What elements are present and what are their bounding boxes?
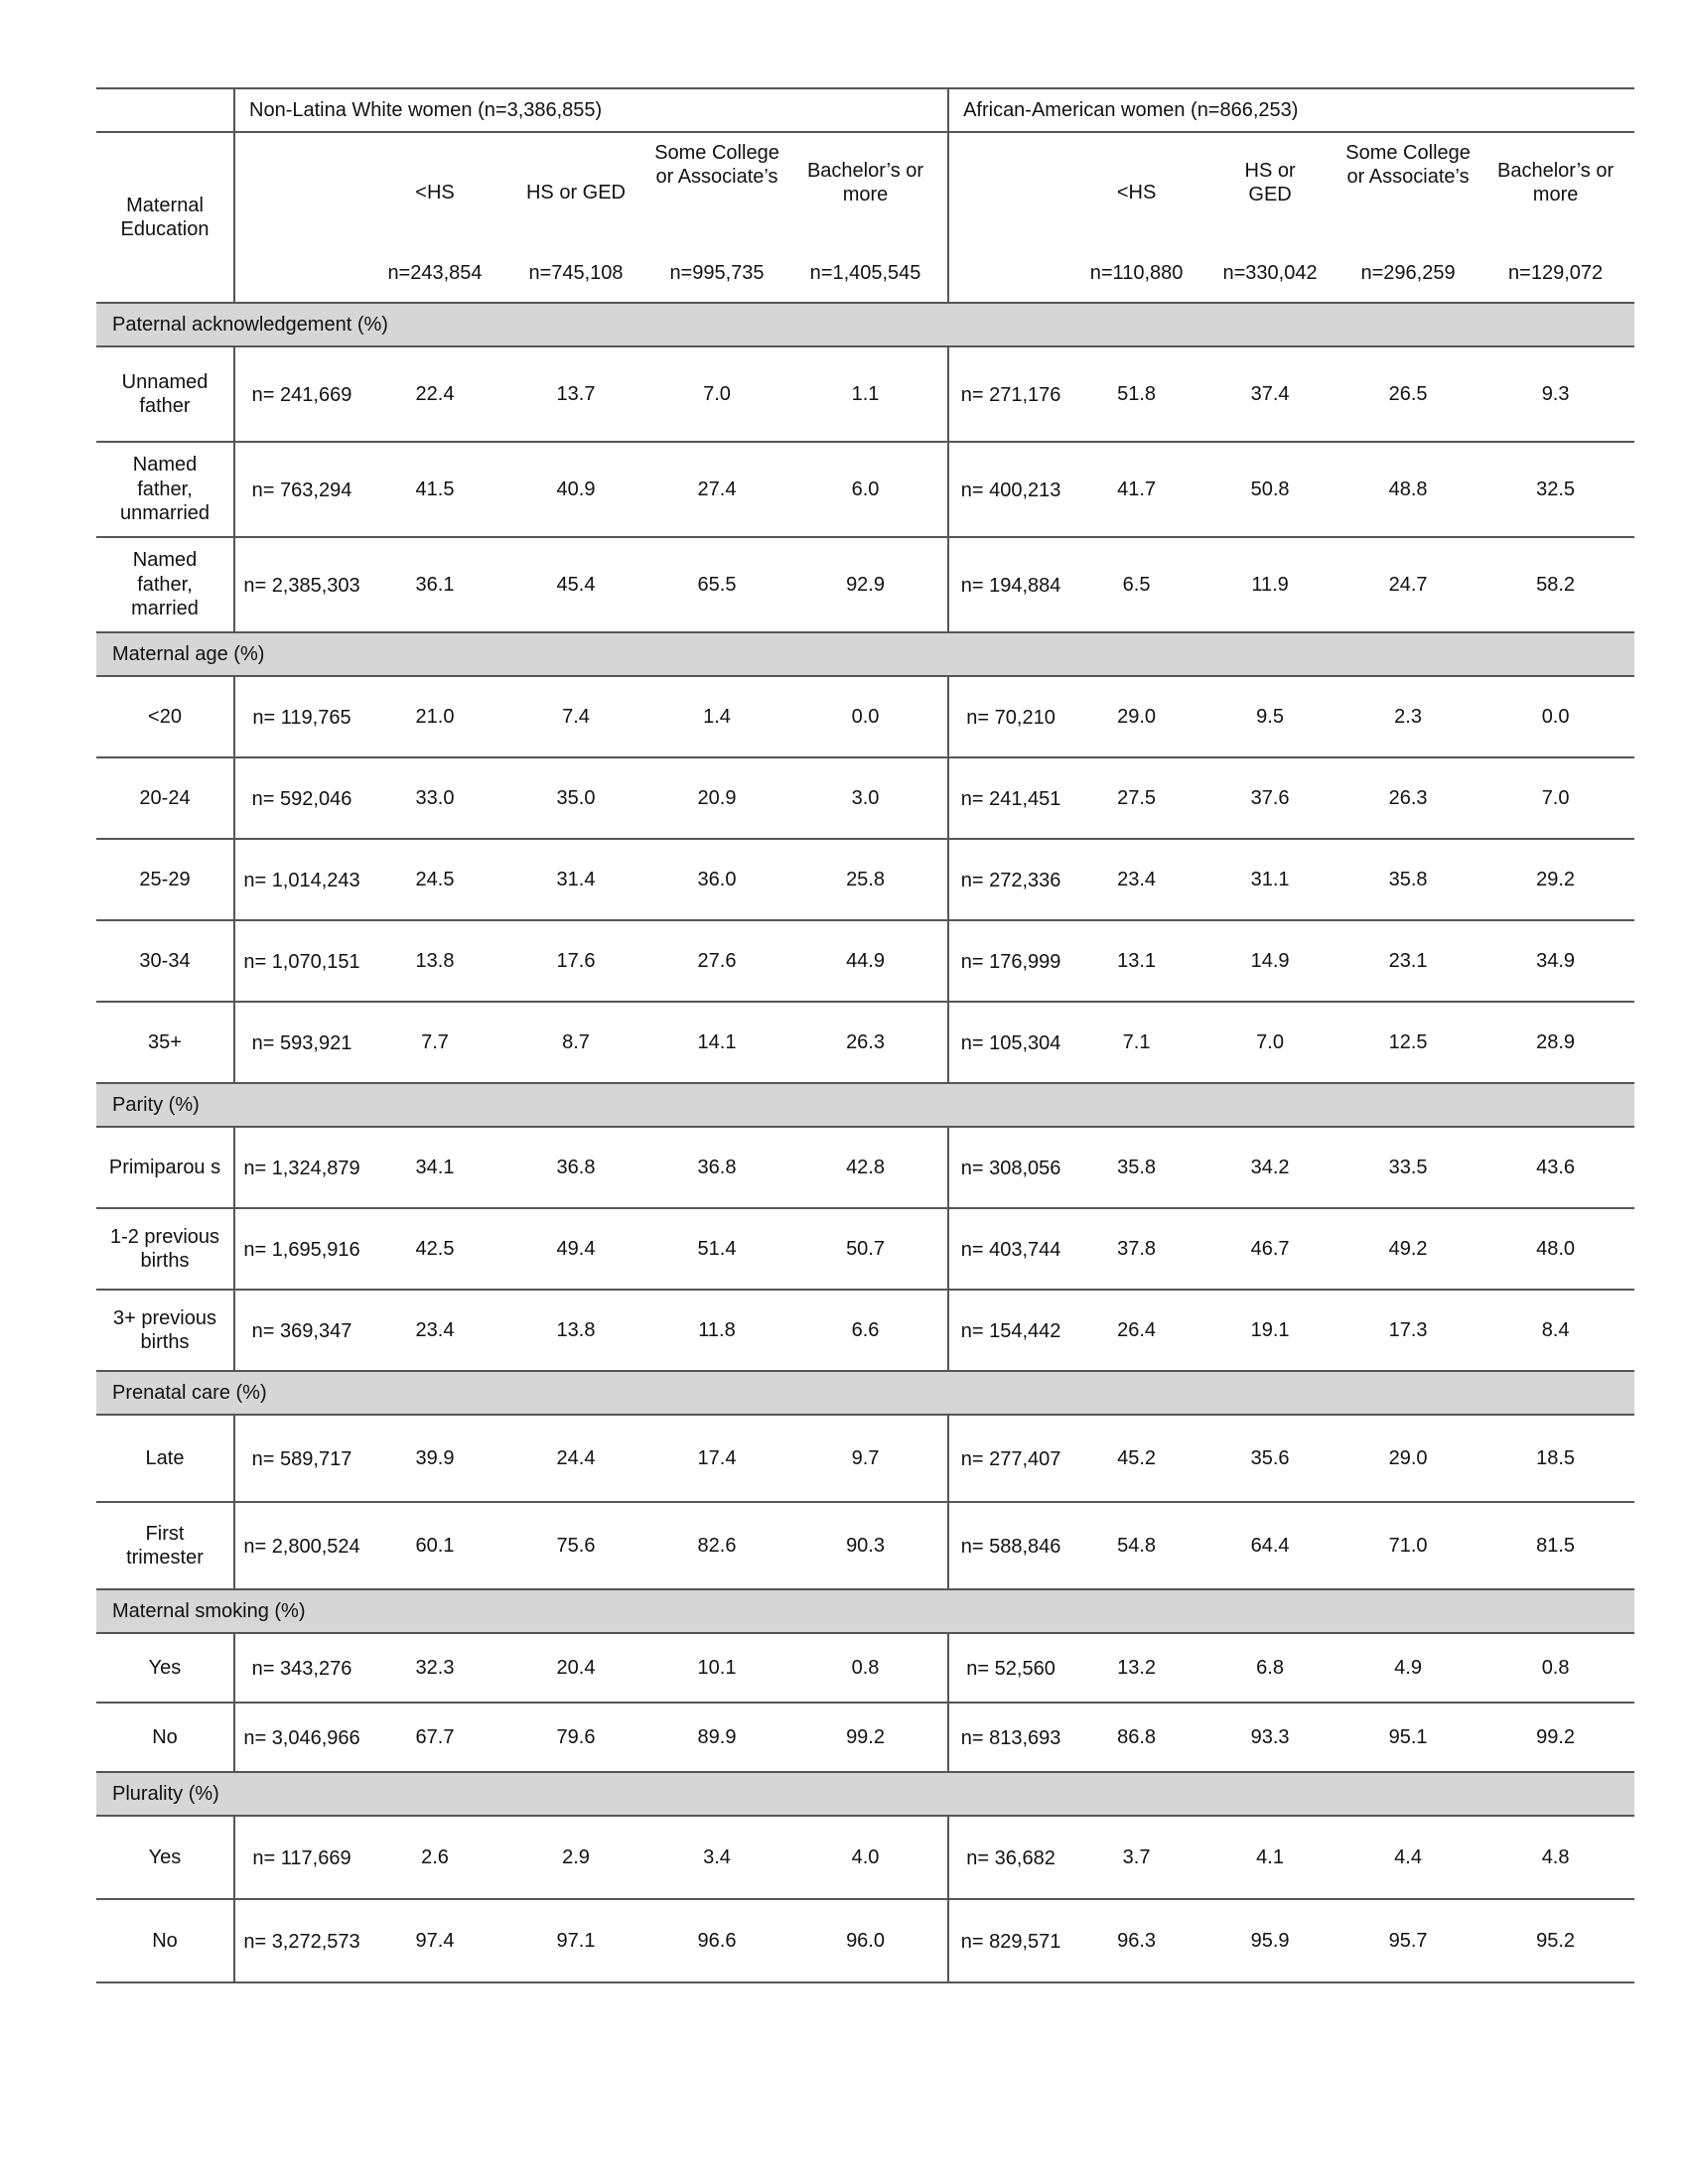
column-n-row xyxy=(96,248,1634,303)
nlw-n-some-college: n=995,735 xyxy=(669,261,765,284)
nlw-row-n: n= 1,070,151 xyxy=(234,920,368,1002)
aa-value-cell: 95.9 xyxy=(1200,1899,1339,1982)
aa-value-cell: 2.3 xyxy=(1339,676,1477,757)
nlw-value-cell: 10.1 xyxy=(650,1633,783,1703)
table-body xyxy=(96,88,1634,1982)
nlw-row-n: n= 1,014,243 xyxy=(234,839,368,920)
nlw-value-cell: 44.9 xyxy=(783,920,948,1002)
nlw-value-cell: 67.7 xyxy=(368,1703,501,1772)
nlw-row-n: n= 117,669 xyxy=(234,1816,368,1899)
aa-value-cell: 9.3 xyxy=(1477,346,1634,442)
table-row xyxy=(96,346,1634,442)
section-header-row xyxy=(96,303,1634,346)
aa-value-cell: 7.1 xyxy=(1072,1002,1200,1083)
aa-value-cell: 26.4 xyxy=(1072,1290,1200,1371)
row-label: 25-29 xyxy=(96,839,234,920)
nlw-row-n: n= 763,294 xyxy=(234,442,368,537)
nlw-value-cell: 99.2 xyxy=(783,1703,948,1772)
nlw-col-bachelors: Bachelor’s or more xyxy=(783,132,948,248)
aa-col-lt-hs: <HS xyxy=(1116,182,1157,204)
aa-value-cell: 17.3 xyxy=(1339,1290,1477,1371)
table-row xyxy=(96,1816,1634,1899)
aa-value-cell: 28.9 xyxy=(1477,1002,1634,1083)
nlw-value-cell: 2.6 xyxy=(368,1816,501,1899)
nlw-value-cell: 97.1 xyxy=(501,1899,650,1982)
nlw-row-n: n= 2,800,524 xyxy=(234,1502,368,1589)
aa-value-cell: 34.9 xyxy=(1477,920,1634,1002)
aa-row-n: n= 308,056 xyxy=(948,1127,1072,1208)
aa-value-cell: 48.0 xyxy=(1477,1208,1634,1290)
nlw-value-cell: 96.6 xyxy=(650,1899,783,1982)
row-label: Named father, married xyxy=(96,537,234,632)
aa-row-n: n= 105,304 xyxy=(948,1002,1072,1083)
aa-row-n: n= 52,560 xyxy=(948,1633,1072,1703)
section-title: Prenatal care (%) xyxy=(96,1371,1634,1415)
nlw-n-bachelors: n=1,405,545 xyxy=(783,248,948,303)
nlw-value-cell: 36.0 xyxy=(650,839,783,920)
maternal-education-label: Maternal Education xyxy=(96,132,234,303)
nlw-value-cell: 14.1 xyxy=(650,1002,783,1083)
section-title: Paternal acknowledgement (%) xyxy=(96,303,1634,346)
aa-value-cell: 29.0 xyxy=(1339,1415,1477,1502)
aa-n-some-college: n=296,259 xyxy=(1360,261,1456,284)
aa-value-cell: 58.2 xyxy=(1477,537,1634,632)
aa-row-n: n= 70,210 xyxy=(948,676,1072,757)
aa-col-hs-ged: HS or GED xyxy=(1244,160,1296,206)
aa-value-cell: 37.8 xyxy=(1072,1208,1200,1290)
table-row xyxy=(96,839,1634,920)
aa-value-cell: 27.5 xyxy=(1072,757,1200,839)
nlw-value-cell: 36.8 xyxy=(650,1127,783,1208)
aa-value-cell: 41.7 xyxy=(1072,442,1200,537)
aa-row-n: n= 272,336 xyxy=(948,839,1072,920)
aa-value-cell: 34.2 xyxy=(1200,1127,1339,1208)
nlw-row-n: n= 3,046,966 xyxy=(234,1703,368,1772)
aa-value-cell: 29.0 xyxy=(1072,676,1200,757)
nlw-value-cell: 92.9 xyxy=(783,537,948,632)
nlw-value-cell: 60.1 xyxy=(368,1502,501,1589)
nlw-group-header: Non-Latina White women (n=3,386,855) xyxy=(234,88,948,132)
nlw-value-cell: 23.4 xyxy=(368,1290,501,1371)
aa-value-cell: 6.5 xyxy=(1072,537,1200,632)
aa-value-cell: 8.4 xyxy=(1477,1290,1634,1371)
nlw-value-cell: 26.3 xyxy=(783,1002,948,1083)
section-title: Maternal smoking (%) xyxy=(96,1589,1634,1633)
aa-n-hs-ged: n=330,042 xyxy=(1222,261,1318,284)
aa-row-n: n= 176,999 xyxy=(948,920,1072,1002)
nlw-value-cell: 32.3 xyxy=(368,1633,501,1703)
aa-value-cell: 93.3 xyxy=(1200,1703,1339,1772)
nlw-row-n: n= 592,046 xyxy=(234,757,368,839)
nlw-n-hs-ged: n=745,108 xyxy=(528,261,624,284)
aa-value-cell: 6.8 xyxy=(1200,1633,1339,1703)
aa-value-cell: 37.4 xyxy=(1200,346,1339,442)
aa-value-cell: 26.3 xyxy=(1339,757,1477,839)
aa-value-cell: 99.2 xyxy=(1477,1703,1634,1772)
nlw-value-cell: 20.4 xyxy=(501,1633,650,1703)
aa-value-cell: 48.8 xyxy=(1339,442,1477,537)
nlw-value-cell: 11.8 xyxy=(650,1290,783,1371)
nlw-value-cell: 65.5 xyxy=(650,537,783,632)
aa-value-cell: 71.0 xyxy=(1339,1502,1477,1589)
row-label: 3+ previous births xyxy=(96,1290,234,1371)
nlw-value-cell: 25.8 xyxy=(783,839,948,920)
aa-n-lt-hs: n=110,880 xyxy=(1089,261,1184,284)
aa-value-cell: 4.1 xyxy=(1200,1816,1339,1899)
aa-value-cell: 95.1 xyxy=(1339,1703,1477,1772)
nlw-row-n: n= 593,921 xyxy=(234,1002,368,1083)
aa-value-cell: 23.1 xyxy=(1339,920,1477,1002)
group-header-row xyxy=(96,88,1634,132)
aa-value-cell: 64.4 xyxy=(1200,1502,1339,1589)
aa-value-cell: 13.2 xyxy=(1072,1633,1200,1703)
aa-value-cell: 14.9 xyxy=(1200,920,1339,1002)
column-header-row xyxy=(96,132,1634,248)
aa-row-n: n= 36,682 xyxy=(948,1816,1072,1899)
table-row xyxy=(96,1002,1634,1083)
nlw-row-n: n= 369,347 xyxy=(234,1290,368,1371)
row-label: No xyxy=(96,1899,234,1982)
maternal-education-table xyxy=(96,87,1634,1983)
nlw-row-n: n= 1,695,916 xyxy=(234,1208,368,1290)
nlw-value-cell: 79.6 xyxy=(501,1703,650,1772)
nlw-value-cell: 39.9 xyxy=(368,1415,501,1502)
nlw-value-cell: 21.0 xyxy=(368,676,501,757)
section-title: Plurality (%) xyxy=(96,1772,1634,1816)
aa-value-cell: 19.1 xyxy=(1200,1290,1339,1371)
row-label: Late xyxy=(96,1415,234,1502)
nlw-value-cell: 36.1 xyxy=(368,537,501,632)
aa-value-cell: 43.6 xyxy=(1477,1127,1634,1208)
aa-value-cell: 18.5 xyxy=(1477,1415,1634,1502)
nlw-value-cell: 22.4 xyxy=(368,346,501,442)
aa-row-n: n= 277,407 xyxy=(948,1415,1072,1502)
nlw-value-cell: 3.4 xyxy=(650,1816,783,1899)
aa-value-cell: 13.1 xyxy=(1072,920,1200,1002)
row-label: Yes xyxy=(96,1633,234,1703)
row-label: Yes xyxy=(96,1816,234,1899)
aa-value-cell: 96.3 xyxy=(1072,1899,1200,1982)
nlw-row-n: n= 2,385,303 xyxy=(234,537,368,632)
aa-value-cell: 95.2 xyxy=(1477,1899,1634,1982)
nlw-value-cell: 51.4 xyxy=(650,1208,783,1290)
nlw-value-cell: 3.0 xyxy=(783,757,948,839)
aa-value-cell: 33.5 xyxy=(1339,1127,1477,1208)
row-label: Named father, unmarried xyxy=(96,442,234,537)
nlw-row-n: n= 343,276 xyxy=(234,1633,368,1703)
aa-row-n: n= 194,884 xyxy=(948,537,1072,632)
aa-value-cell: 32.5 xyxy=(1477,442,1634,537)
section-header-row xyxy=(96,1772,1634,1816)
nlw-n-lt-hs: n=243,854 xyxy=(387,261,483,284)
aa-value-cell: 26.5 xyxy=(1339,346,1477,442)
aa-value-cell: 12.5 xyxy=(1339,1002,1477,1083)
nlw-value-cell: 27.4 xyxy=(650,442,783,537)
aa-value-cell: 3.7 xyxy=(1072,1816,1200,1899)
aa-value-cell: 46.7 xyxy=(1200,1208,1339,1290)
section-header-row xyxy=(96,1371,1634,1415)
aa-value-cell: 7.0 xyxy=(1477,757,1634,839)
table-row xyxy=(96,676,1634,757)
nlw-value-cell: 7.7 xyxy=(368,1002,501,1083)
nlw-col-some-college: Some College or Associate’s xyxy=(654,142,779,189)
aa-value-cell: 35.6 xyxy=(1200,1415,1339,1502)
nlw-value-cell: 7.4 xyxy=(501,676,650,757)
nlw-value-cell: 49.4 xyxy=(501,1208,650,1290)
nlw-row-n: n= 119,765 xyxy=(234,676,368,757)
nlw-value-cell: 0.8 xyxy=(783,1633,948,1703)
table-row xyxy=(96,1703,1634,1772)
aa-value-cell: 45.2 xyxy=(1072,1415,1200,1502)
aa-value-cell: 86.8 xyxy=(1072,1703,1200,1772)
nlw-value-cell: 0.0 xyxy=(783,676,948,757)
aa-row-n: n= 588,846 xyxy=(948,1502,1072,1589)
aa-row-n: n= 154,442 xyxy=(948,1290,1072,1371)
aa-value-cell: 0.8 xyxy=(1477,1633,1634,1703)
aa-row-n: n= 829,571 xyxy=(948,1899,1072,1982)
aa-row-n: n= 813,693 xyxy=(948,1703,1072,1772)
nlw-value-cell: 20.9 xyxy=(650,757,783,839)
nlw-value-cell: 6.0 xyxy=(783,442,948,537)
nlw-value-cell: 7.0 xyxy=(650,346,783,442)
section-title: Parity (%) xyxy=(96,1083,1634,1127)
table-row xyxy=(96,442,1634,537)
aa-value-cell: 51.8 xyxy=(1072,346,1200,442)
nlw-value-cell: 27.6 xyxy=(650,920,783,1002)
nlw-value-cell: 42.8 xyxy=(783,1127,948,1208)
nlw-value-cell: 13.8 xyxy=(368,920,501,1002)
aa-spacer xyxy=(948,132,1072,248)
aa-row-n: n= 403,744 xyxy=(948,1208,1072,1290)
nlw-value-cell: 8.7 xyxy=(501,1002,650,1083)
nlw-value-cell: 2.9 xyxy=(501,1816,650,1899)
row-label: 35+ xyxy=(96,1002,234,1083)
row-label: <20 xyxy=(96,676,234,757)
aa-row-n: n= 400,213 xyxy=(948,442,1072,537)
table-row xyxy=(96,757,1634,839)
aa-n-spacer xyxy=(948,248,1072,303)
aa-value-cell: 31.1 xyxy=(1200,839,1339,920)
nlw-col-lt-hs: <HS xyxy=(415,182,455,204)
aa-group-header: African-American women (n=866,253) xyxy=(948,88,1634,132)
nlw-value-cell: 96.0 xyxy=(783,1899,948,1982)
nlw-value-cell: 75.6 xyxy=(501,1502,650,1589)
aa-value-cell: 24.7 xyxy=(1339,537,1477,632)
nlw-value-cell: 97.4 xyxy=(368,1899,501,1982)
nlw-row-n: n= 241,669 xyxy=(234,346,368,442)
nlw-value-cell: 41.5 xyxy=(368,442,501,537)
nlw-value-cell: 17.4 xyxy=(650,1415,783,1502)
aa-value-cell: 95.7 xyxy=(1339,1899,1477,1982)
row-label: Primiparou s xyxy=(96,1127,234,1208)
nlw-value-cell: 33.0 xyxy=(368,757,501,839)
row-label: Unnamed father xyxy=(96,346,234,442)
section-header-row xyxy=(96,1589,1634,1633)
aa-value-cell: 49.2 xyxy=(1339,1208,1477,1290)
section-header-row xyxy=(96,632,1634,676)
nlw-spacer xyxy=(234,132,368,248)
nlw-value-cell: 42.5 xyxy=(368,1208,501,1290)
corner-cell xyxy=(96,88,234,132)
section-title: Maternal age (%) xyxy=(96,632,1634,676)
nlw-value-cell: 1.4 xyxy=(650,676,783,757)
nlw-col-hs-ged: HS or GED xyxy=(525,182,627,204)
aa-value-cell: 4.9 xyxy=(1339,1633,1477,1703)
nlw-value-cell: 13.8 xyxy=(501,1290,650,1371)
nlw-value-cell: 34.1 xyxy=(368,1127,501,1208)
nlw-value-cell: 6.6 xyxy=(783,1290,948,1371)
nlw-value-cell: 36.8 xyxy=(501,1127,650,1208)
nlw-row-n: n= 1,324,879 xyxy=(234,1127,368,1208)
nlw-row-n: n= 589,717 xyxy=(234,1415,368,1502)
aa-value-cell: 35.8 xyxy=(1072,1127,1200,1208)
nlw-row-n: n= 3,272,573 xyxy=(234,1899,368,1982)
aa-row-n: n= 271,176 xyxy=(948,346,1072,442)
nlw-value-cell: 4.0 xyxy=(783,1816,948,1899)
aa-value-cell: 50.8 xyxy=(1200,442,1339,537)
nlw-value-cell: 24.4 xyxy=(501,1415,650,1502)
table-row xyxy=(96,1502,1634,1589)
nlw-n-spacer xyxy=(234,248,368,303)
nlw-value-cell: 89.9 xyxy=(650,1703,783,1772)
aa-value-cell: 81.5 xyxy=(1477,1502,1634,1589)
nlw-value-cell: 24.5 xyxy=(368,839,501,920)
nlw-value-cell: 13.7 xyxy=(501,346,650,442)
aa-value-cell: 23.4 xyxy=(1072,839,1200,920)
table-row xyxy=(96,1127,1634,1208)
aa-col-bachelors: Bachelor’s or more xyxy=(1497,160,1615,206)
nlw-value-cell: 17.6 xyxy=(501,920,650,1002)
table-row xyxy=(96,1290,1634,1371)
aa-n-bachelors: n=129,072 xyxy=(1508,261,1604,284)
row-label: No xyxy=(96,1703,234,1772)
nlw-value-cell: 90.3 xyxy=(783,1502,948,1589)
table-row xyxy=(96,537,1634,632)
nlw-value-cell: 40.9 xyxy=(501,442,650,537)
table-row xyxy=(96,1633,1634,1703)
nlw-value-cell: 35.0 xyxy=(501,757,650,839)
aa-value-cell: 37.6 xyxy=(1200,757,1339,839)
nlw-value-cell: 50.7 xyxy=(783,1208,948,1290)
nlw-value-cell: 1.1 xyxy=(783,346,948,442)
aa-value-cell: 11.9 xyxy=(1200,537,1339,632)
section-header-row xyxy=(96,1083,1634,1127)
nlw-value-cell: 82.6 xyxy=(650,1502,783,1589)
aa-value-cell: 0.0 xyxy=(1477,676,1634,757)
aa-row-n: n= 241,451 xyxy=(948,757,1072,839)
nlw-value-cell: 31.4 xyxy=(501,839,650,920)
aa-value-cell: 7.0 xyxy=(1200,1002,1339,1083)
table-row xyxy=(96,1899,1634,1982)
aa-value-cell: 54.8 xyxy=(1072,1502,1200,1589)
row-label: 20-24 xyxy=(96,757,234,839)
aa-value-cell: 4.4 xyxy=(1339,1816,1477,1899)
table-row xyxy=(96,920,1634,1002)
row-label: 1-2 previous births xyxy=(96,1208,234,1290)
aa-value-cell: 35.8 xyxy=(1339,839,1477,920)
nlw-value-cell: 45.4 xyxy=(501,537,650,632)
table-row xyxy=(96,1415,1634,1502)
nlw-value-cell: 9.7 xyxy=(783,1415,948,1502)
aa-value-cell: 4.8 xyxy=(1477,1816,1634,1899)
table-row xyxy=(96,1208,1634,1290)
row-label: 30-34 xyxy=(96,920,234,1002)
aa-value-cell: 9.5 xyxy=(1200,676,1339,757)
row-label: First trimester xyxy=(96,1502,234,1589)
aa-value-cell: 29.2 xyxy=(1477,839,1634,920)
aa-col-some-college: Some College or Associate’s xyxy=(1345,142,1471,189)
